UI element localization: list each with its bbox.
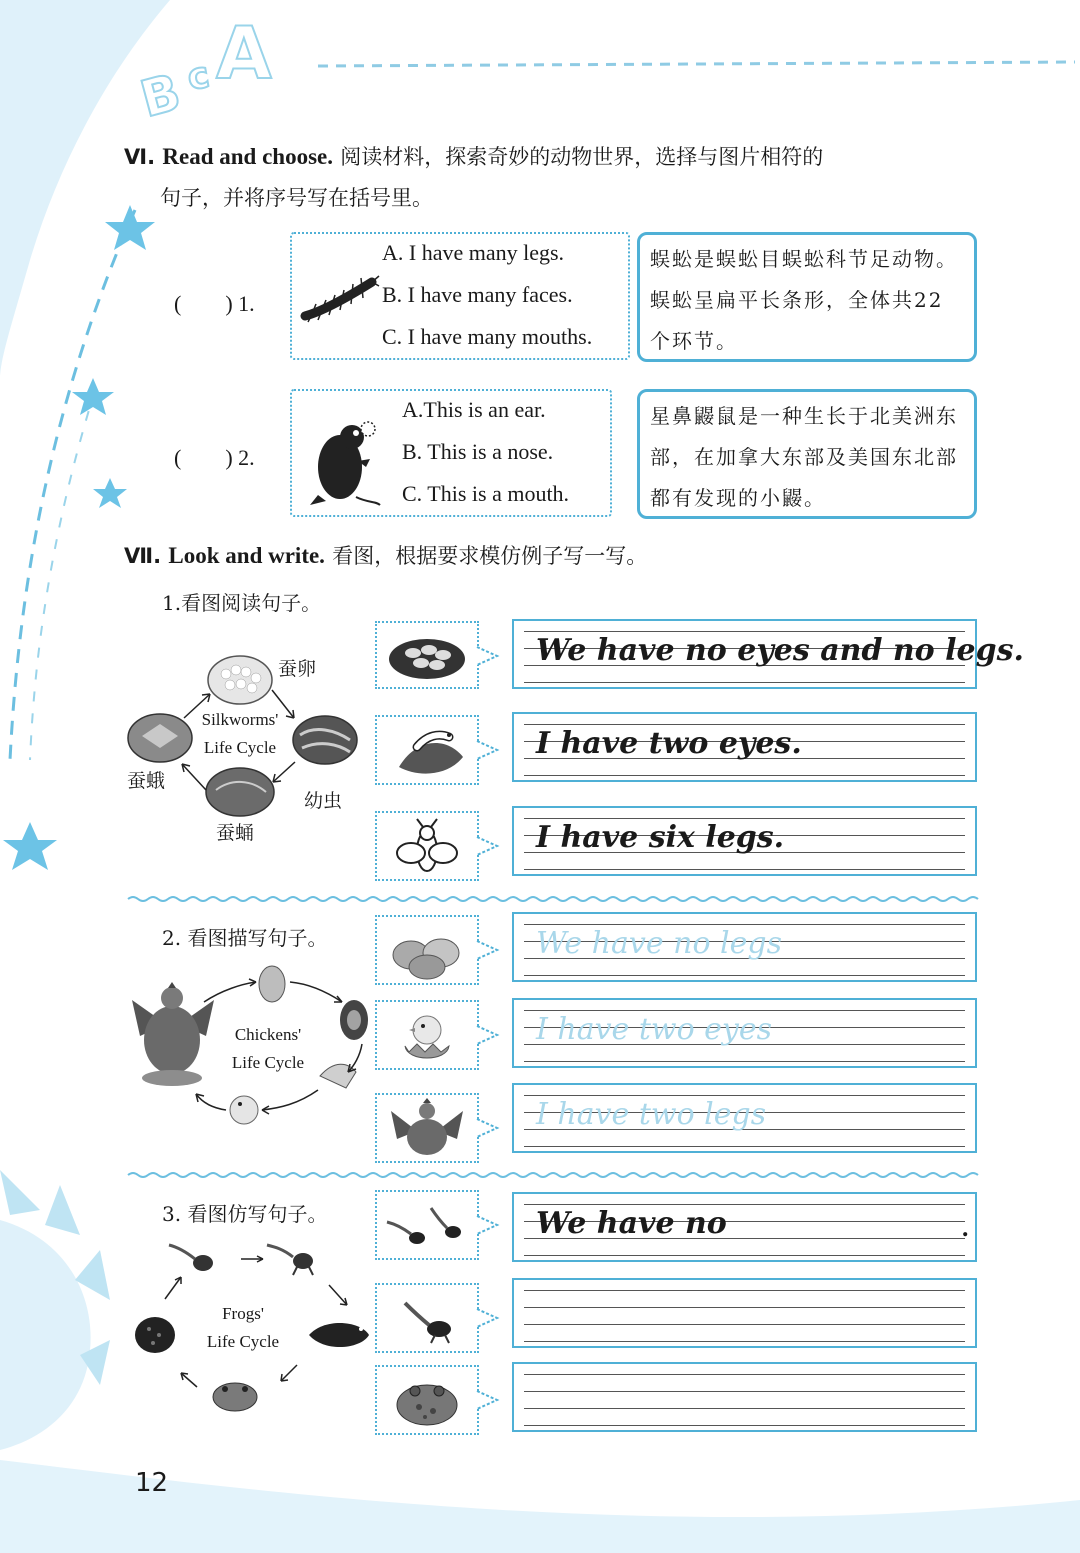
silkworm-cycle-title-2: Life Cycle — [203, 738, 277, 757]
q2-option-box — [290, 389, 612, 517]
q1-info-box — [637, 232, 977, 362]
sentence-1: We have no eyes and no legs. — [536, 633, 1024, 668]
decorative-letters — [134, 8, 290, 129]
q2-option-a: A.This is an ear. — [402, 397, 546, 422]
q2-answer-paren[interactable]: ( ) 2. — [174, 445, 255, 470]
divider-2 — [128, 1171, 978, 1179]
write-row-7[interactable] — [512, 1192, 977, 1262]
section-7-heading — [124, 540, 647, 570]
q2-option-c: C. This is a mouth. — [402, 481, 570, 506]
stage-label-pupa: 蚕蛹 — [216, 822, 255, 844]
write-row-2[interactable] — [512, 712, 977, 782]
svg-text:A: A — [216, 11, 272, 95]
tadpole-with-legs-image — [375, 1283, 479, 1353]
silkworm-cocoons-image — [375, 621, 479, 689]
q1-option-c: C. I have many mouths. — [382, 324, 593, 349]
part3-label: 3. 看图仿写句子。 — [162, 1202, 328, 1226]
divider-1 — [128, 895, 978, 903]
sentence-2: I have two eyes. — [536, 726, 802, 761]
q2-info-box — [637, 389, 977, 519]
q1-answer-paren[interactable]: ( ) 1. — [174, 291, 255, 316]
sentence-5-trace: I have two eyes — [536, 1012, 773, 1047]
section-6-heading — [124, 141, 1004, 171]
stage-label-egg: 蚕卵 — [278, 658, 317, 680]
q1-option-a: A. I have many legs. — [382, 240, 565, 265]
chick-hatching-image — [375, 1000, 479, 1070]
silkworm-larva-image — [375, 715, 479, 785]
chicken-cycle-title-2: Life Cycle — [231, 1053, 305, 1072]
frog-cycle-title-2: Life Cycle — [206, 1332, 280, 1351]
q1-option-b: B. I have many faces. — [382, 282, 573, 307]
write-row-3[interactable] — [512, 806, 977, 876]
section-6-title-zh: 阅读材料，探索奇妙的动物世界，选择与图片相符的 — [340, 145, 824, 169]
section-7-title-zh: 看图，根据要求模仿例子写一写。 — [332, 544, 648, 568]
page-number: 12 — [135, 1468, 169, 1498]
part1-label: 1.看图阅读句子。 — [162, 591, 322, 615]
write-row-6[interactable] — [512, 1083, 977, 1153]
q2-info-text: 星鼻鼹鼠是一种生长于北美洲东部，在加拿大东部及美国东北部都有发现的小鼹。 — [650, 404, 958, 510]
section-6-numeral: Ⅵ. — [124, 145, 156, 169]
silkworm-cycle-title-1: Silkworms' — [201, 710, 279, 729]
svg-text:B: B — [134, 62, 187, 129]
section-6-title-en: Read and choose. — [162, 144, 333, 169]
section-7-title-en: Look and write. — [168, 543, 325, 568]
silkworm-cycle-title — [190, 706, 290, 762]
q1-option-box — [290, 232, 630, 360]
frog-cycle-title — [193, 1300, 293, 1356]
q2-option-b: B. This is a nose. — [402, 439, 554, 464]
tadpoles-image — [375, 1190, 479, 1260]
write-row-4[interactable] — [512, 912, 977, 982]
section-6-heading-line2 — [160, 182, 433, 212]
silkworm-moth-image — [375, 811, 479, 881]
q1-info-text: 蜈蚣是蜈蚣目蜈蚣科节足动物。蜈蚣呈扁平长条形，全体共22个环节。 — [650, 247, 958, 353]
part2-label: 2. 看图描写句子。 — [162, 926, 328, 950]
section-7-numeral: Ⅶ. — [124, 544, 162, 568]
write-row-9[interactable] — [512, 1362, 977, 1432]
sentence-4-trace: We have no legs — [536, 926, 782, 961]
chicken-cycle-title-1: Chickens' — [234, 1025, 302, 1044]
write-row-8[interactable] — [512, 1278, 977, 1348]
centipede-icon — [300, 274, 380, 324]
frog-image — [375, 1365, 479, 1435]
write-row-5[interactable] — [512, 998, 977, 1068]
stage-label-larva: 幼虫 — [304, 790, 343, 812]
chicken-cycle-title — [218, 1021, 318, 1077]
svg-text:c: c — [184, 54, 213, 99]
sentence-7-end-mark: . — [961, 1216, 969, 1242]
sentence-3: I have six legs. — [536, 820, 785, 855]
write-row-1[interactable] — [512, 619, 1024, 689]
frog-cycle-title-1: Frogs' — [222, 1304, 264, 1323]
hen-image — [375, 1093, 479, 1163]
section-6-title-zh-2: 句子，并将序号写在括号里。 — [160, 186, 433, 210]
sentence-6-trace: I have two legs — [536, 1097, 767, 1132]
eggs-image — [375, 915, 479, 985]
star-nosed-mole-icon — [306, 409, 386, 509]
sentence-7-start: We have no — [536, 1206, 727, 1241]
stage-label-moth: 蚕蛾 — [127, 770, 166, 792]
